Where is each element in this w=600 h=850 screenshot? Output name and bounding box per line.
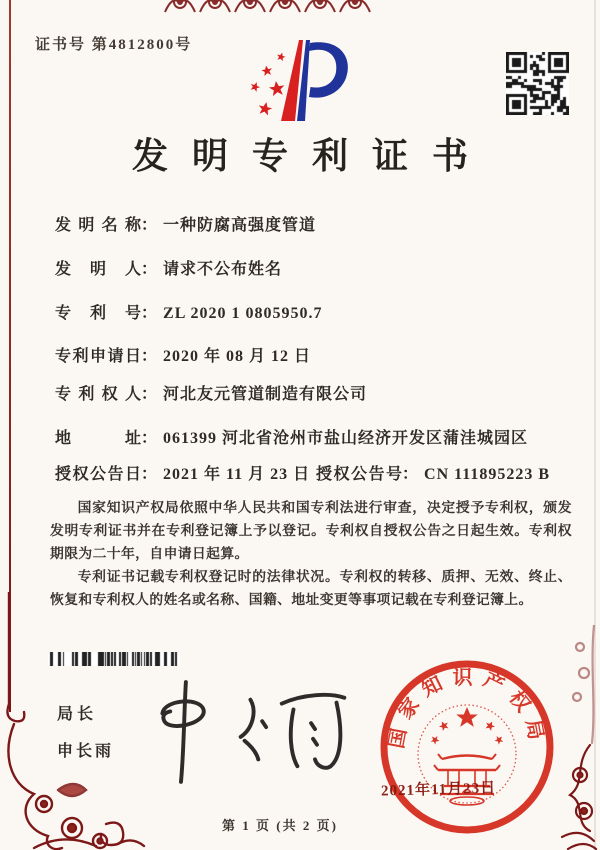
field-value: 2020 年 08 月 12 日 — [163, 348, 312, 365]
barcode-icon — [48, 652, 180, 666]
seal-national-emblem — [429, 707, 506, 746]
field-colon: ： — [141, 430, 158, 447]
field-label: 专利权人 — [55, 386, 141, 403]
field-colon: ： — [141, 348, 158, 365]
certificate-title: 发明专利证书 — [131, 136, 492, 176]
field-colon: ： — [141, 261, 158, 278]
field-colon: ： — [141, 305, 158, 322]
field-colon: ： — [141, 466, 158, 483]
left-border-line — [9, 0, 11, 712]
field-label: 专利号 — [55, 305, 141, 322]
field-label: 授权公告日 — [55, 466, 141, 483]
field-row-patentee — [55, 381, 367, 404]
field-label: 授权公告号 — [316, 466, 402, 483]
field-value: CN 111895223 B — [424, 466, 551, 483]
certificate-number: 证书号 第4812800号 — [35, 37, 193, 53]
field-value: 061399 河北省沧州市盐山经济开发区蒲洼城园区 — [163, 430, 529, 447]
handwritten-signature-icon — [135, 672, 360, 790]
top-ornament-border — [163, 0, 375, 16]
field-colon: ： — [141, 386, 158, 403]
field-label: 专利申请日 — [55, 348, 141, 365]
field-label: 发明名称 — [55, 217, 141, 234]
field-row-inventor — [55, 256, 282, 279]
seal-org-text: 国家知识产权局 — [385, 666, 549, 751]
field-colon: ： — [402, 466, 419, 483]
field-row-grant-number — [316, 461, 550, 484]
field-value: 一种防腐高强度管道 — [163, 217, 317, 234]
field-row-invention-name — [55, 212, 316, 235]
legal-text-block — [50, 496, 572, 611]
field-value: 河北友元管道制造有限公司 — [163, 386, 368, 403]
legal-paragraph-register: 专利证书记载专利权登记时的法律状况。专利权的转移、质押、无效、终止、恢复和专利权人的姓名或名称、国籍、地址变更等事项记载在专利登记簿上。 — [50, 569, 572, 607]
official-seal-icon — [378, 658, 556, 836]
qr-code-icon — [506, 52, 569, 115]
field-row-grant-date — [55, 461, 310, 484]
director-title: 局长 — [57, 706, 98, 723]
field-value: 2021 年 11 月 23 日 — [163, 466, 311, 483]
field-label: 发明人 — [55, 261, 141, 278]
field-row-address — [55, 425, 528, 448]
field-label: 地址 — [55, 430, 141, 447]
field-value: 请求不公布姓名 — [163, 261, 283, 278]
field-colon: ： — [141, 217, 158, 234]
field-row-patent-number — [55, 300, 322, 323]
seal-date: 2021年11月23日 — [380, 780, 497, 800]
legal-paragraph-grant: 国家知识产权局依照中华人民共和国专利法进行审查，决定授予专利权，颁发发明专利证书并在专利登记簿上予以登记。专利权自授权公告之日起生效。专利权期限为二十年，自申请日起算。 — [50, 500, 572, 561]
director-name: 申长雨 — [57, 743, 115, 760]
cnipa-logo-icon — [243, 37, 355, 125]
field-value: ZL 2020 1 0805950.7 — [163, 305, 323, 322]
field-row-filing-date — [55, 343, 311, 366]
page-number: 第 1 页 (共 2 页) — [222, 818, 338, 833]
